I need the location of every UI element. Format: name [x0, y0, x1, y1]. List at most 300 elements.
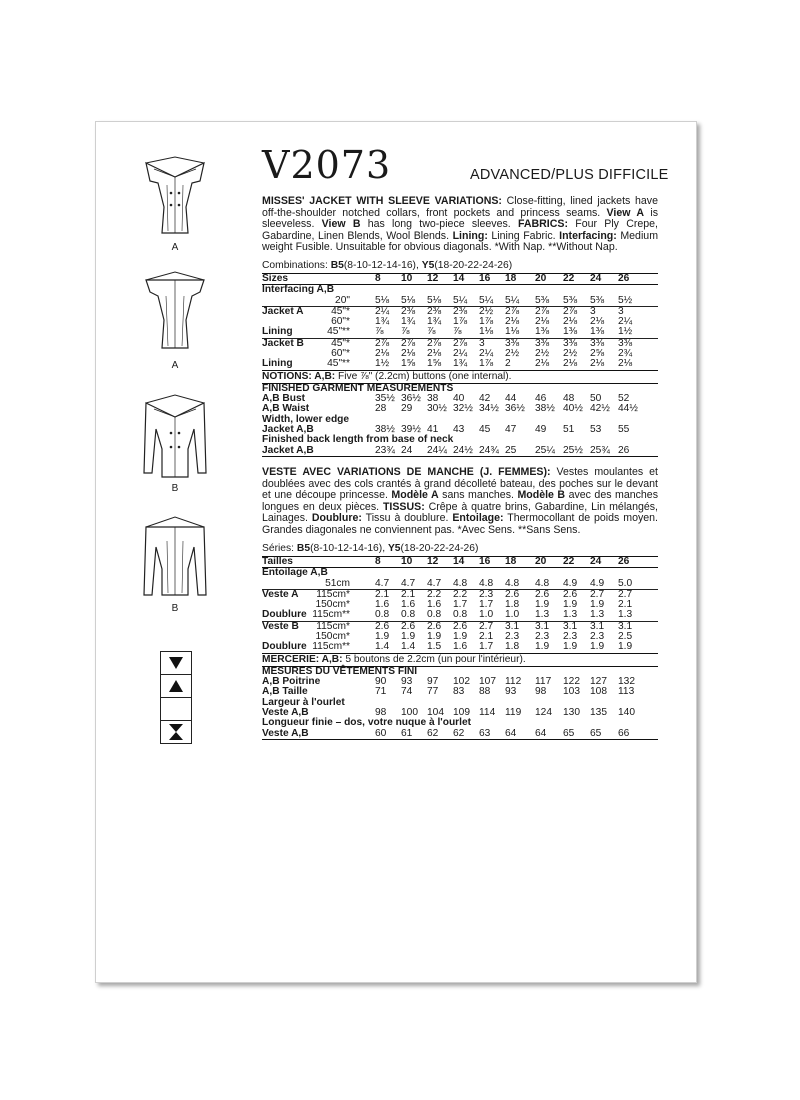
table-cell: 2⅞: [453, 337, 468, 349]
table-cell: 32½: [453, 403, 473, 415]
table-cell: 1.6: [453, 641, 468, 653]
table-cell: 93: [401, 676, 413, 688]
table-cell: 83: [453, 686, 465, 698]
table-cell: 1.9: [590, 641, 605, 653]
combinations-label: Combinations:: [262, 260, 331, 271]
table-cell: 1.3: [618, 609, 633, 621]
table-cell: 112: [505, 676, 522, 688]
table-cell: 2.6: [375, 620, 390, 632]
figure-label: B: [171, 483, 179, 494]
fabric-width: 115cm*: [316, 620, 350, 632]
table-cell: 1.9: [535, 599, 550, 611]
table-cell: 1.9: [563, 641, 578, 653]
row-label: Veste B: [262, 620, 299, 632]
table-cell: 60: [375, 727, 387, 739]
table-cell: 2.1: [375, 588, 390, 600]
scroll-down-button[interactable]: [161, 652, 191, 675]
table-cell: 1.6: [401, 599, 416, 611]
table-cell: 1.9: [590, 599, 605, 611]
table-cell: 117: [535, 676, 552, 688]
table-cell: 66: [618, 727, 630, 739]
table-cell: 65: [590, 727, 602, 739]
fabrics-label: TISSUS:: [382, 500, 425, 513]
table-cell: 1.3: [563, 609, 578, 621]
lining-label: Lining:: [452, 229, 488, 242]
table-cell: 1.7: [453, 599, 468, 611]
table-cell: 2⅛: [535, 358, 550, 370]
description-text: Medium weight Fusible. Unsuitable for obvious diagonals. *With Nap. **Without Nap.: [262, 229, 659, 254]
table-cell: 1⅜: [535, 326, 550, 338]
table-cell: 88: [479, 686, 491, 698]
table-cell: 64: [505, 727, 517, 739]
table-cell: 63: [479, 727, 491, 739]
hourglass-icon: [169, 724, 183, 740]
table-cell: 2¼: [479, 348, 494, 360]
description-text: Tissu à doublure.: [361, 512, 453, 525]
table-cell: 42: [479, 393, 491, 405]
table-cell: 2.6: [453, 620, 468, 632]
table-row: [262, 642, 658, 652]
table-cell: 0.8: [427, 609, 442, 621]
table-cell: 2¼: [618, 316, 633, 328]
fabric-width: 115cm*: [316, 588, 350, 600]
table-cell: 98: [535, 686, 547, 698]
size-range-code: Y5: [421, 260, 435, 271]
english-yardage-table: [262, 273, 658, 457]
description-text: has long two-piece sleeves.: [360, 218, 518, 231]
fabric-width: 20": [335, 294, 350, 306]
table-cell: 1.9: [375, 631, 390, 643]
table-cell: 4.7: [427, 577, 442, 589]
table-cell: 3⅜: [563, 337, 578, 349]
table-cell: 52: [618, 393, 630, 405]
interfacing-label: Interfacing:: [559, 229, 617, 242]
row-label: A,B Poitrine: [262, 676, 321, 688]
table-cell: 127: [590, 676, 607, 688]
table-cell: 5.0: [618, 577, 633, 589]
description-text: Close-fitting, lined jackets have off-the-shoulder notched collars, front pockets and princess seams.: [262, 195, 658, 219]
table-cell: 24¼: [427, 444, 447, 456]
table-cell: 1.3: [535, 609, 550, 621]
size-range-code: B5: [296, 543, 311, 554]
table-cell: 1.9: [563, 599, 578, 611]
table-cell: 97: [427, 676, 439, 688]
table-cell: 2⅛: [590, 316, 605, 328]
table-row: [262, 359, 658, 369]
view-b-label: Modèle B: [517, 489, 566, 502]
fabrics-label: FABRICS:: [517, 218, 568, 231]
table-cell: 46: [535, 393, 547, 405]
size-column-header: 24: [590, 556, 602, 567]
table-cell: 24¾: [479, 444, 499, 456]
table-cell: 1¾: [401, 316, 416, 328]
table-cell: 1.9: [401, 631, 416, 643]
table-cell: 38½: [535, 403, 555, 415]
table-row: [262, 296, 658, 306]
table-cell: 1.0: [505, 609, 520, 621]
table-cell: 30½: [427, 403, 447, 415]
description-text: sans manches.: [438, 489, 518, 502]
size-column-header: 16: [479, 556, 491, 567]
row-label: Longueur finie – dos, votre nuque à l'ourlet: [262, 717, 472, 729]
pattern-number: V2073: [262, 143, 392, 187]
table-cell: 93: [505, 686, 517, 698]
hourglass-button[interactable]: [161, 721, 191, 743]
table-cell: 1.9: [427, 631, 442, 643]
size-column-header: 14: [453, 556, 465, 567]
size-column-header: 16: [479, 273, 491, 284]
size-column-header: 22: [563, 556, 575, 567]
table-cell: 2¼: [375, 305, 390, 317]
table-cell: 2⅛: [427, 348, 442, 360]
table-cell: 2½: [563, 348, 578, 360]
figure-label: A: [171, 360, 179, 371]
table-cell: 2⅛: [375, 348, 390, 360]
table-cell: 2.7: [618, 588, 633, 600]
table-cell: 1⅞: [479, 316, 494, 328]
row-label: A,B Bust: [262, 393, 306, 405]
finished-title: MESURES DU VÊTEMENTS FINI: [262, 665, 418, 677]
table-cell: 3: [590, 305, 596, 317]
table-cell: 114: [479, 707, 496, 719]
figure-navigation: [160, 651, 192, 744]
table-cell: 1⅜: [590, 326, 605, 338]
lining-label: Doublure:: [311, 512, 362, 525]
table-cell: 132: [618, 676, 635, 688]
row-label: Jacket B: [262, 337, 304, 349]
table-cell: 1.8: [505, 641, 520, 653]
table-cell: 5⅜: [590, 294, 605, 306]
table-cell: 103: [563, 686, 580, 698]
table-cell: 5¼: [479, 294, 494, 306]
table-row: [262, 327, 658, 337]
row-label: Width, lower edge: [262, 413, 350, 425]
row-label: Lining: [262, 326, 293, 338]
row-label: Interfacing A,B: [262, 284, 335, 296]
size-column-header: 18: [505, 273, 517, 284]
table-cell: 2: [505, 358, 511, 370]
table-cell: 2.3: [590, 631, 605, 643]
table-cell: 5⅜: [563, 294, 578, 306]
table-cell: 2⅛: [401, 348, 416, 360]
table-cell: 51: [563, 424, 575, 436]
table-cell: 2⅜: [401, 305, 416, 317]
table-cell: 2.5: [618, 631, 633, 643]
table-cell: 2⅛: [505, 316, 520, 328]
table-cell: 24½: [453, 444, 473, 456]
table-cell: 1⅝: [427, 358, 442, 370]
table-cell: 3⅜: [618, 337, 633, 349]
row-label: Jacket A,B: [262, 424, 314, 436]
table-cell: 2.3: [563, 631, 578, 643]
scroll-up-button[interactable]: [161, 675, 191, 698]
table-cell: 61: [401, 727, 413, 739]
notions-line: [262, 371, 658, 383]
table-cell: 130: [563, 707, 580, 719]
table-cell: 124: [535, 707, 552, 719]
table-cell: 1.4: [375, 641, 390, 653]
row-label: Jacket A,B: [262, 444, 314, 456]
table-cell: 135: [590, 707, 607, 719]
table-row: [262, 610, 658, 620]
spacer: [161, 698, 191, 721]
table-cell: 2¼: [453, 348, 468, 360]
table-cell: 35½: [375, 393, 395, 405]
table-cell: 1.3: [590, 609, 605, 621]
table-cell: 24: [401, 444, 413, 456]
table-cell: 44: [505, 393, 517, 405]
table-cell: 0.8: [453, 609, 468, 621]
table-cell: 1¾: [453, 358, 468, 370]
table-cell: 2⅛: [618, 358, 633, 370]
table-cell: 3.1: [618, 620, 633, 632]
table-cell: 34½: [479, 403, 499, 415]
table-cell: 4.8: [453, 577, 468, 589]
table-cell: 1.0: [479, 609, 494, 621]
row-label: Largeur à l'ourlet: [262, 696, 345, 708]
table-cell: 1.7: [479, 599, 494, 611]
table-cell: 102: [453, 676, 470, 688]
table-cell: 109: [453, 707, 470, 719]
size-column-header: 18: [505, 556, 517, 567]
row-label: Entoilage A,B: [262, 567, 328, 579]
size-range-code: B5: [330, 260, 344, 271]
table-cell: 5⅛: [427, 294, 442, 306]
table-cell: 36½: [505, 403, 525, 415]
table-cell: 2⅞: [563, 305, 578, 317]
table-cell: 2⅛: [563, 358, 578, 370]
table-cell: 100: [401, 707, 418, 719]
fabric-width: 115cm**: [312, 641, 350, 653]
table-cell: 2.3: [535, 631, 550, 643]
table-cell: 1½: [618, 326, 633, 338]
table-cell: 1.7: [479, 641, 494, 653]
table-cell: ⅞: [427, 326, 436, 338]
notions-label: MERCERIE: A,B:: [262, 653, 343, 665]
table-cell: 98: [375, 707, 387, 719]
table-cell: 2⅝: [590, 348, 605, 360]
table-cell: 2⅞: [505, 305, 520, 317]
french-description: [262, 467, 658, 537]
size-column-header: 26: [618, 556, 630, 567]
size-column-header: 12: [427, 556, 439, 567]
triangle-up-icon: [169, 680, 183, 692]
table-cell: 28: [375, 403, 387, 415]
table-cell: 1.6: [427, 599, 442, 611]
description-text: avec des manches longues en deux pièces.: [262, 489, 658, 513]
row-label: Doublure: [262, 609, 307, 621]
table-cell: 2¾: [618, 348, 633, 360]
view-a-label: Modèle A: [391, 489, 439, 502]
table-cell: 1¾: [427, 316, 442, 328]
table-cell: 3: [479, 337, 485, 349]
table-cell: 1.4: [401, 641, 416, 653]
difficulty-level: ADVANCED/PLUS DIFFICILE: [470, 167, 669, 183]
table-cell: 5½: [618, 294, 633, 306]
row-label: A,B Waist: [262, 403, 310, 415]
jacket-b-back-icon: [140, 515, 210, 600]
table-cell: 90: [375, 676, 387, 688]
table-cell: 42½: [590, 403, 610, 415]
combinations-line: [262, 260, 512, 271]
size-range-code: Y5: [387, 543, 401, 554]
figure-a-front: [140, 155, 210, 253]
table-cell: 4.9: [590, 577, 605, 589]
row-label: Jacket A: [262, 305, 304, 317]
row-label: Veste A,B: [262, 727, 309, 739]
table-row: [262, 579, 658, 589]
table-cell: 2.6: [563, 588, 578, 600]
table-cell: 2.1: [479, 631, 494, 643]
table-cell: 2.3: [505, 631, 520, 643]
table-cell: 48: [563, 393, 575, 405]
table-cell: 2⅜: [453, 305, 468, 317]
description-text: Four Ply Crepe, Gabardine, Linen Blends, Wool Blends.: [262, 218, 658, 242]
table-cell: 29: [401, 403, 413, 415]
table-cell: 3.1: [563, 620, 578, 632]
table-cell: 2⅛: [590, 358, 605, 370]
table-cell: 1.9: [535, 641, 550, 653]
table-rule: [262, 456, 658, 457]
description-text: Vestes moulantes et doublées avec des cols crantés à grand décolleté bateau, des poches sur le devant et une découpe princesse.: [262, 466, 659, 502]
table-cell: 62: [427, 727, 439, 739]
table-cell: 71: [375, 686, 387, 698]
table-cell: 4.7: [375, 577, 390, 589]
table-cell: 2.7: [590, 588, 605, 600]
table-cell: 2⅞: [375, 337, 390, 349]
description-text: Lining Fabric.: [487, 229, 560, 242]
table-cell: 108: [590, 686, 607, 698]
table-cell: 2.7: [479, 620, 494, 632]
description-text: Crêpe à quatre brins, Gabardine, Lin mélangés, Lainages.: [262, 500, 658, 525]
table-cell: 47: [505, 424, 517, 436]
table-cell: 4.8: [479, 577, 494, 589]
table-cell: 122: [563, 676, 580, 688]
table-cell: 43: [453, 424, 465, 436]
table-cell: 1⅜: [563, 326, 578, 338]
jacket-b-front-icon: [140, 393, 210, 485]
table-cell: 2⅜: [427, 305, 442, 317]
table-cell: 2.2: [453, 588, 468, 600]
notions-text: Five ⅞" (2.2cm) buttons (one internal).: [335, 370, 512, 382]
figure-b-front: [140, 393, 210, 494]
table-cell: 40½: [563, 403, 583, 415]
fabric-width: 51cm: [325, 577, 350, 589]
sizes-label: Sizes: [262, 273, 289, 284]
table-cell: 2.6: [505, 588, 520, 600]
size-column-header: 24: [590, 273, 602, 284]
jacket-a-back-icon: [140, 270, 210, 355]
table-cell: 107: [479, 676, 496, 688]
table-cell: 2⅛: [563, 316, 578, 328]
table-rule: [262, 739, 658, 740]
size-range: (18-20-22-24-26): [434, 260, 513, 271]
table-cell: 45: [479, 424, 491, 436]
table-cell: 2.1: [618, 599, 633, 611]
size-column-header: 26: [618, 273, 630, 284]
size-column-header: 10: [401, 556, 413, 567]
table-cell: 3⅜: [590, 337, 605, 349]
fabric-width: 45"**: [327, 358, 350, 370]
table-cell: 113: [618, 686, 635, 698]
table-cell: 53: [590, 424, 602, 436]
table-cell: 77: [427, 686, 439, 698]
interfacing-label: Entoilage:: [452, 512, 504, 525]
table-cell: 49: [535, 424, 547, 436]
description-title: VESTE AVEC VARIATIONS DE MANCHE (J. FEMMES):: [262, 466, 551, 478]
row-label: Lining: [262, 358, 293, 370]
table-cell: 2.6: [535, 588, 550, 600]
table-cell: 4.8: [535, 577, 550, 589]
table-cell: 2⅞: [535, 305, 550, 317]
table-cell: 5¼: [505, 294, 520, 306]
table-cell: 3.1: [590, 620, 605, 632]
row-label: Finished back length from base of neck: [262, 434, 454, 446]
table-cell: 5⅛: [375, 294, 390, 306]
table-cell: 140: [618, 707, 635, 719]
size-column-header: 14: [453, 273, 465, 284]
table-cell: 2⅞: [427, 337, 442, 349]
table-cell: 3: [618, 305, 624, 317]
notions-line: [262, 654, 658, 666]
view-a-label: View A: [606, 206, 645, 219]
table-header-row: [262, 274, 658, 284]
figure-label: A: [171, 242, 179, 253]
english-description: [262, 196, 658, 254]
size-column-header: 22: [563, 273, 575, 284]
figure-a-back: [140, 270, 210, 371]
description-text: is sleeveless.: [262, 206, 658, 231]
table-header-row: [262, 557, 658, 567]
fabric-width: 60"*: [331, 316, 350, 328]
sizes-label: Tailles: [262, 556, 293, 567]
table-cell: 39½: [401, 424, 421, 436]
table-cell: 3.1: [535, 620, 550, 632]
table-cell: 41: [427, 424, 439, 436]
table-cell: 40: [453, 393, 465, 405]
size-range: (18-20-22-24-26): [400, 543, 479, 554]
table-cell: 3.1: [505, 620, 520, 632]
row-label: Veste A,B: [262, 707, 309, 719]
size-column-header: 8: [375, 556, 381, 567]
table-cell: 64: [535, 727, 547, 739]
table-cell: 1⅞: [453, 316, 468, 328]
table-cell: 5⅛: [401, 294, 416, 306]
table-cell: 2.6: [401, 620, 416, 632]
table-cell: 2.1: [401, 588, 416, 600]
table-cell: 1⅞: [479, 358, 494, 370]
table-cell: 1⅝: [401, 358, 416, 370]
table-cell: 1.9: [453, 631, 468, 643]
table-cell: 1.8: [505, 599, 520, 611]
row-label: Veste A: [262, 588, 299, 600]
table-cell: ⅞: [375, 326, 384, 338]
table-cell: 0.8: [401, 609, 416, 621]
table-cell: 23¾: [375, 444, 395, 456]
table-cell: 3⅜: [535, 337, 550, 349]
notions-label: NOTIONS: A,B:: [262, 370, 336, 382]
table-cell: 36½: [401, 393, 421, 405]
table-cell: 25: [505, 444, 517, 456]
french-yardage-table: [262, 556, 658, 740]
table-cell: 1⅛: [479, 326, 494, 338]
fabric-width: 115cm**: [312, 609, 350, 621]
figure-b-back: [140, 515, 210, 614]
table-cell: 1⅛: [505, 326, 520, 338]
finished-title: FINISHED GARMENT MEASUREMENTS: [262, 382, 454, 394]
table-cell: 1.5: [427, 641, 442, 653]
figure-label: B: [171, 603, 179, 614]
